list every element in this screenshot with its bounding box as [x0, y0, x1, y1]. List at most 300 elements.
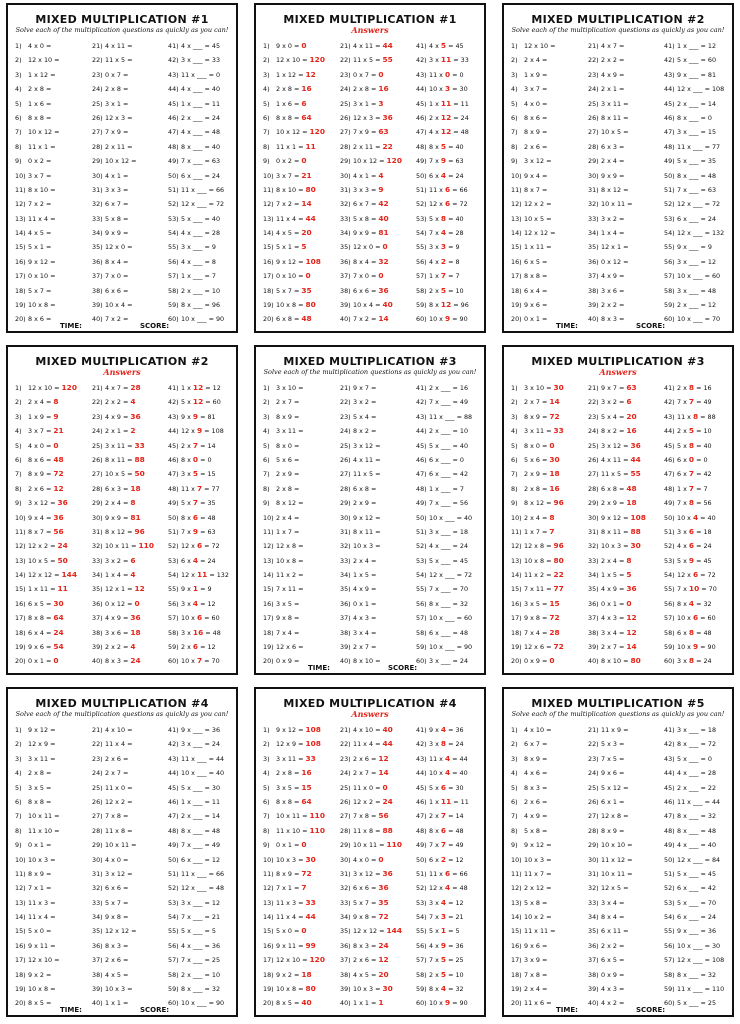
- question-row: [15, 424, 77, 438]
- question-text: = 90: [450, 999, 468, 1008]
- question-column: [511, 723, 556, 1011]
- question-row: [588, 97, 633, 111]
- question-text: 6 x 4 =: [524, 286, 548, 295]
- question-text: 5 x 1 =: [276, 243, 302, 252]
- question-number: 33): [92, 214, 103, 223]
- question-row: [168, 582, 229, 596]
- question-number: 31): [340, 527, 351, 536]
- question-row: [92, 212, 137, 226]
- question-row: [588, 154, 633, 168]
- question-text: 11 x 10 =: [276, 826, 310, 835]
- question-text: 2 x 8 =: [28, 85, 52, 94]
- worksheet-card: [254, 3, 486, 333]
- question-text: 3 x: [429, 740, 441, 749]
- answer-value: 0: [305, 271, 311, 281]
- question-text: 4 x 5 =: [28, 229, 52, 238]
- question-number: 12): [511, 884, 522, 893]
- question-row: [15, 381, 77, 395]
- question-text: = 9: [198, 585, 212, 594]
- question-number: 38): [92, 286, 103, 295]
- question-number: 12): [263, 542, 274, 551]
- answer-value: 48: [301, 314, 312, 324]
- question-text: 4 x: [429, 128, 441, 137]
- question-row: [168, 953, 224, 967]
- question-text: 5 x 1 =: [28, 243, 52, 252]
- question-row: [588, 982, 633, 996]
- question-row: [92, 881, 137, 895]
- question-text: 7 x ___ = 63: [181, 157, 221, 166]
- question-row: [511, 582, 564, 596]
- question-row: [664, 255, 724, 269]
- question-row: [263, 582, 303, 596]
- question-number: 47): [416, 812, 427, 821]
- answer-value: 108: [305, 256, 321, 266]
- question-number: 54): [664, 913, 675, 922]
- question-row: [511, 939, 556, 953]
- question-number: 60): [168, 315, 179, 324]
- question-number: 15): [263, 243, 274, 252]
- answer-value: 120: [309, 955, 325, 965]
- question-number: 55): [168, 927, 179, 936]
- question-row: [416, 453, 472, 467]
- question-row: [511, 853, 556, 867]
- answer-value: 11: [440, 98, 452, 108]
- question-text: 2 x 2 =: [601, 941, 625, 950]
- question-row: [168, 809, 224, 823]
- question-text: = 48: [198, 513, 216, 522]
- question-number: 42): [664, 398, 675, 407]
- question-row: [340, 284, 402, 298]
- time-label: TIME:: [60, 322, 82, 330]
- question-text: 1 x 6 =: [276, 99, 302, 108]
- question-column: [664, 723, 724, 1011]
- question-number: 34): [588, 571, 599, 580]
- question-row: [588, 255, 633, 269]
- question-row: [263, 996, 325, 1010]
- question-text: 5 x 7 =: [28, 286, 52, 295]
- question-number: 51): [416, 185, 427, 194]
- question-row: [15, 68, 60, 82]
- question-row: [15, 924, 60, 938]
- answer-value: 0: [192, 454, 199, 464]
- question-number: 47): [168, 128, 179, 137]
- question-number: 19): [511, 985, 522, 994]
- question-row: [168, 737, 224, 751]
- question-number: 22): [588, 56, 599, 65]
- question-number: 16): [263, 941, 274, 950]
- answer-value: 6: [196, 613, 203, 623]
- question-number: 56): [168, 599, 179, 608]
- question-row: [15, 482, 77, 496]
- question-row: [511, 298, 556, 312]
- answer-value: 12: [53, 483, 64, 493]
- time-label: TIME:: [60, 1006, 82, 1014]
- answer-value: 16: [549, 483, 560, 493]
- question-number: 17): [511, 272, 522, 281]
- question-row: [664, 737, 724, 751]
- question-text: 12 x 1 =: [601, 243, 629, 252]
- question-row: [263, 611, 303, 625]
- question-text: 11 x ___ = 77: [677, 142, 721, 151]
- question-text: 8 x ___ = 48: [677, 826, 717, 835]
- question-number: 45): [168, 441, 179, 450]
- question-text: 9 x 12 =: [276, 726, 306, 734]
- question-number: 23): [340, 754, 351, 763]
- question-row: [511, 125, 556, 139]
- question-row: [340, 197, 402, 211]
- question-row: [340, 111, 402, 125]
- question-text: 12 x 12 =: [353, 927, 387, 936]
- question-number: 35): [588, 243, 599, 252]
- question-text: 5 x 6 =: [524, 455, 550, 464]
- answer-value: 80: [305, 984, 316, 994]
- question-number: 38): [588, 628, 599, 637]
- answer-value: 5: [301, 242, 307, 252]
- question-number: 53): [416, 214, 427, 223]
- question-number: 33): [588, 214, 599, 223]
- question-text: 2 x 4 =: [28, 398, 54, 407]
- question-number: 3): [263, 412, 270, 421]
- question-row: [588, 723, 633, 737]
- answer-value: 9: [440, 940, 447, 950]
- question-row: [263, 939, 325, 953]
- question-number: 34): [588, 229, 599, 238]
- question-text: 11 x ___ = 66: [181, 869, 225, 878]
- question-number: 49): [168, 499, 179, 508]
- question-row: [168, 939, 224, 953]
- question-row: [511, 381, 564, 395]
- question-row: [416, 640, 472, 654]
- question-row: [15, 766, 60, 780]
- question-text: 8 x 4 =: [601, 913, 625, 922]
- question-row: [15, 838, 60, 852]
- question-number: 14): [511, 229, 522, 238]
- question-row: [416, 568, 472, 582]
- question-row: [588, 867, 633, 881]
- question-text: 4 x 2 =: [601, 999, 625, 1008]
- question-number: 58): [168, 628, 179, 637]
- question-number: 3): [511, 70, 518, 79]
- question-text: 10 x 3 =: [353, 542, 381, 551]
- question-row: [15, 269, 60, 283]
- question-number: 8): [15, 484, 22, 493]
- question-text: 12 x: [677, 571, 693, 580]
- question-number: 6): [263, 113, 270, 122]
- question-number: 5): [263, 783, 270, 792]
- question-text: 4 x 11 =: [105, 42, 133, 50]
- question-text: 2 x 7 =: [353, 769, 379, 778]
- question-text: 11 x 2 =: [524, 571, 554, 580]
- question-row: [416, 68, 469, 82]
- answer-value: 40: [382, 725, 393, 734]
- answer-value: 24: [130, 656, 141, 666]
- question-text: 2 x 6 =: [105, 754, 129, 763]
- question-number: 43): [168, 754, 179, 763]
- question-text: 2 x 8 =: [105, 85, 129, 94]
- answer-value: 44: [382, 41, 393, 50]
- question-text: 6 x 5 =: [601, 956, 625, 965]
- question-text: 4 x ___ = 40: [677, 841, 717, 850]
- question-text: 12 x ___ = 72: [181, 200, 225, 209]
- question-text: 8 x 8 =: [28, 113, 52, 122]
- question-number: 25): [92, 783, 103, 792]
- question-number: 12): [511, 200, 522, 209]
- question-row: [664, 410, 717, 424]
- question-row: [511, 511, 564, 525]
- question-row: [15, 611, 77, 625]
- answer-value: 88: [630, 526, 641, 536]
- question-column: [263, 39, 325, 327]
- question-text: 10 x 8 =: [28, 985, 56, 994]
- question-number: 29): [588, 499, 599, 508]
- question-text: 8 x 6 =: [28, 455, 54, 464]
- question-row: [15, 284, 60, 298]
- question-row: [15, 53, 60, 67]
- question-number: 43): [168, 412, 179, 421]
- question-number: 42): [168, 56, 179, 65]
- answer-value: 36: [57, 498, 68, 508]
- question-text: 10 x ___ = 90: [429, 643, 473, 652]
- answer-value: 8: [688, 440, 695, 450]
- question-text: 10 x 11 =: [105, 542, 139, 551]
- question-text: 7 x ___ = 70: [429, 585, 469, 594]
- question-number: 29): [340, 499, 351, 508]
- question-text: = 63: [198, 527, 216, 536]
- question-row: [92, 568, 154, 582]
- answer-value: 11: [305, 141, 316, 151]
- question-number: 10): [511, 171, 522, 180]
- question-text: = 7: [694, 484, 708, 493]
- question-row: [588, 597, 646, 611]
- question-row: [92, 597, 154, 611]
- question-text: 10 x 10 =: [601, 841, 633, 850]
- question-text: 4 x: [429, 941, 441, 950]
- question-number: 13): [15, 898, 26, 907]
- answer-value: 30: [630, 541, 641, 551]
- question-row: [15, 809, 60, 823]
- question-text: 8 x 12 =: [105, 527, 135, 536]
- question-text: 6 x 5 =: [28, 599, 54, 608]
- question-row: [588, 996, 633, 1010]
- worksheet-card: [502, 345, 734, 675]
- question-text: = 24: [446, 171, 464, 180]
- question-text: 12 x 12 =: [524, 229, 556, 238]
- question-row: [168, 111, 224, 125]
- question-text: 3 x 11 =: [524, 427, 554, 436]
- question-number: 1): [511, 42, 518, 50]
- question-number: 37): [340, 956, 351, 965]
- question-row: [416, 982, 469, 996]
- question-text: 0 x 12 =: [601, 257, 629, 266]
- question-number: 52): [664, 884, 675, 893]
- question-text: = 70: [202, 657, 220, 666]
- question-row: [168, 982, 224, 996]
- question-number: 6): [15, 113, 22, 122]
- question-text: 8 x 4 =: [353, 257, 379, 266]
- question-text: 10 x: [677, 614, 693, 623]
- answer-value: 88: [382, 825, 393, 835]
- question-text: 9 x 7 =: [601, 384, 627, 392]
- question-row: [416, 284, 469, 298]
- question-number: 16): [511, 941, 522, 950]
- question-number: 38): [340, 970, 351, 979]
- question-row: [92, 766, 137, 780]
- question-row: [263, 539, 303, 553]
- question-row: [92, 539, 154, 553]
- question-number: 31): [588, 527, 599, 536]
- question-row: [92, 737, 137, 751]
- question-number: 39): [340, 643, 351, 652]
- question-number: 56): [416, 257, 427, 266]
- question-row: [416, 53, 469, 67]
- question-number: 49): [416, 841, 427, 850]
- question-text: 12 x: [181, 542, 197, 551]
- question-number: 28): [588, 826, 599, 835]
- question-row: [340, 752, 402, 766]
- question-text: 8 x 4 =: [105, 257, 129, 266]
- question-number: 13): [511, 556, 522, 565]
- question-text: 12 x 2 =: [353, 797, 383, 806]
- question-number: 55): [416, 243, 427, 252]
- question-row: [511, 226, 556, 240]
- question-text: = 60: [698, 614, 716, 623]
- question-text: 4 x 9 =: [601, 585, 627, 594]
- question-row: [15, 654, 77, 668]
- question-text: 7 x 8 =: [353, 812, 379, 821]
- question-row: [664, 97, 724, 111]
- answer-value: 36: [378, 285, 389, 295]
- question-row: [263, 197, 325, 211]
- question-row: [92, 482, 154, 496]
- question-text: 7 x 9 =: [353, 128, 379, 137]
- question-number: 5): [15, 783, 22, 792]
- question-row: [340, 97, 402, 111]
- answer-value: 30: [549, 454, 560, 464]
- question-number: 17): [263, 614, 274, 623]
- answer-value: 18: [301, 969, 312, 979]
- question-text: 7 x: [677, 499, 689, 508]
- question-row: [92, 284, 137, 298]
- question-text: 3 x 7 =: [28, 427, 54, 436]
- answer-value: 110: [386, 840, 402, 850]
- answer-value: 63: [378, 127, 389, 137]
- question-row: [15, 226, 60, 240]
- question-row: [92, 896, 137, 910]
- question-number: 26): [340, 113, 351, 122]
- question-number: 57): [416, 272, 427, 281]
- question-number: 5): [263, 441, 270, 450]
- question-number: 51): [664, 869, 675, 878]
- question-row: [588, 626, 646, 640]
- question-text: 8 x 9 =: [276, 869, 302, 878]
- answer-value: 28: [549, 627, 560, 637]
- question-text: 8 x 11 =: [105, 455, 135, 464]
- question-number: 21): [340, 726, 351, 734]
- question-row: [664, 539, 717, 553]
- question-number: 40): [588, 315, 599, 324]
- question-number: 31): [340, 869, 351, 878]
- question-row: [168, 867, 224, 881]
- question-row: [588, 212, 633, 226]
- question-number: 33): [92, 556, 103, 565]
- question-text: = 36: [446, 726, 464, 734]
- question-row: [168, 611, 229, 625]
- question-number: 17): [511, 956, 522, 965]
- question-text: 8 x ___ = 0: [677, 113, 712, 122]
- question-text: 11 x ___ = 66: [181, 185, 225, 194]
- question-number: 47): [664, 470, 675, 479]
- time-label: TIME:: [556, 322, 578, 330]
- question-number: 55): [416, 927, 427, 936]
- question-row: [511, 996, 556, 1010]
- answer-value: 14: [626, 642, 637, 652]
- question-row: [92, 511, 154, 525]
- question-row: [340, 838, 402, 852]
- question-text: 3 x 1 =: [353, 99, 379, 108]
- question-number: 22): [92, 740, 103, 749]
- question-number: 56): [416, 941, 427, 950]
- question-text: 9 x ___ = 36: [181, 726, 221, 734]
- question-row: [511, 255, 556, 269]
- question-row: [168, 240, 224, 254]
- question-text: 6 x 4 =: [28, 628, 54, 637]
- question-text: 3 x 1 =: [105, 99, 129, 108]
- question-row: [15, 896, 60, 910]
- answer-value: 9: [440, 156, 447, 166]
- question-row: [588, 424, 646, 438]
- question-number: 48): [664, 484, 675, 493]
- question-number: 27): [92, 470, 103, 479]
- question-number: 48): [168, 826, 179, 835]
- question-number: 3): [263, 70, 270, 79]
- question-number: 6): [511, 113, 518, 122]
- question-row: [15, 554, 77, 568]
- question-number: 31): [92, 185, 103, 194]
- question-text: 12 x: [429, 884, 445, 893]
- question-row: [92, 82, 137, 96]
- question-text: = 45: [446, 42, 464, 50]
- question-text: 10 x 12 =: [276, 128, 310, 137]
- question-text: 5 x 8 =: [353, 214, 379, 223]
- question-row: [340, 125, 402, 139]
- question-number: 38): [588, 286, 599, 295]
- answer-value: 22: [382, 141, 393, 151]
- question-number: 7): [511, 128, 518, 137]
- question-number: 43): [664, 412, 675, 421]
- answer-value: 6: [130, 555, 136, 565]
- answer-value: 36: [382, 868, 393, 878]
- question-number: 42): [664, 56, 675, 65]
- question-row: [416, 910, 469, 924]
- question-text: 2 x 4 =: [601, 556, 627, 565]
- question-number: 6): [15, 455, 22, 464]
- question-text: 10 x 11 =: [601, 200, 633, 209]
- question-text: 2 x 6 =: [353, 754, 379, 763]
- question-text: 4 x: [429, 257, 441, 266]
- question-row: [168, 125, 224, 139]
- question-number: 5): [15, 99, 22, 108]
- question-number: 9): [15, 841, 22, 850]
- answer-value: 11: [440, 796, 452, 806]
- question-text: 5 x ___ = 40: [429, 441, 469, 450]
- question-text: 4 x 11 =: [353, 455, 381, 464]
- question-number: 46): [664, 455, 675, 464]
- question-number: 19): [511, 643, 522, 652]
- answer-value: 96: [134, 526, 145, 536]
- question-row: [416, 212, 469, 226]
- question-row: [168, 554, 229, 568]
- question-text: 2 x ___ = 12: [677, 301, 717, 310]
